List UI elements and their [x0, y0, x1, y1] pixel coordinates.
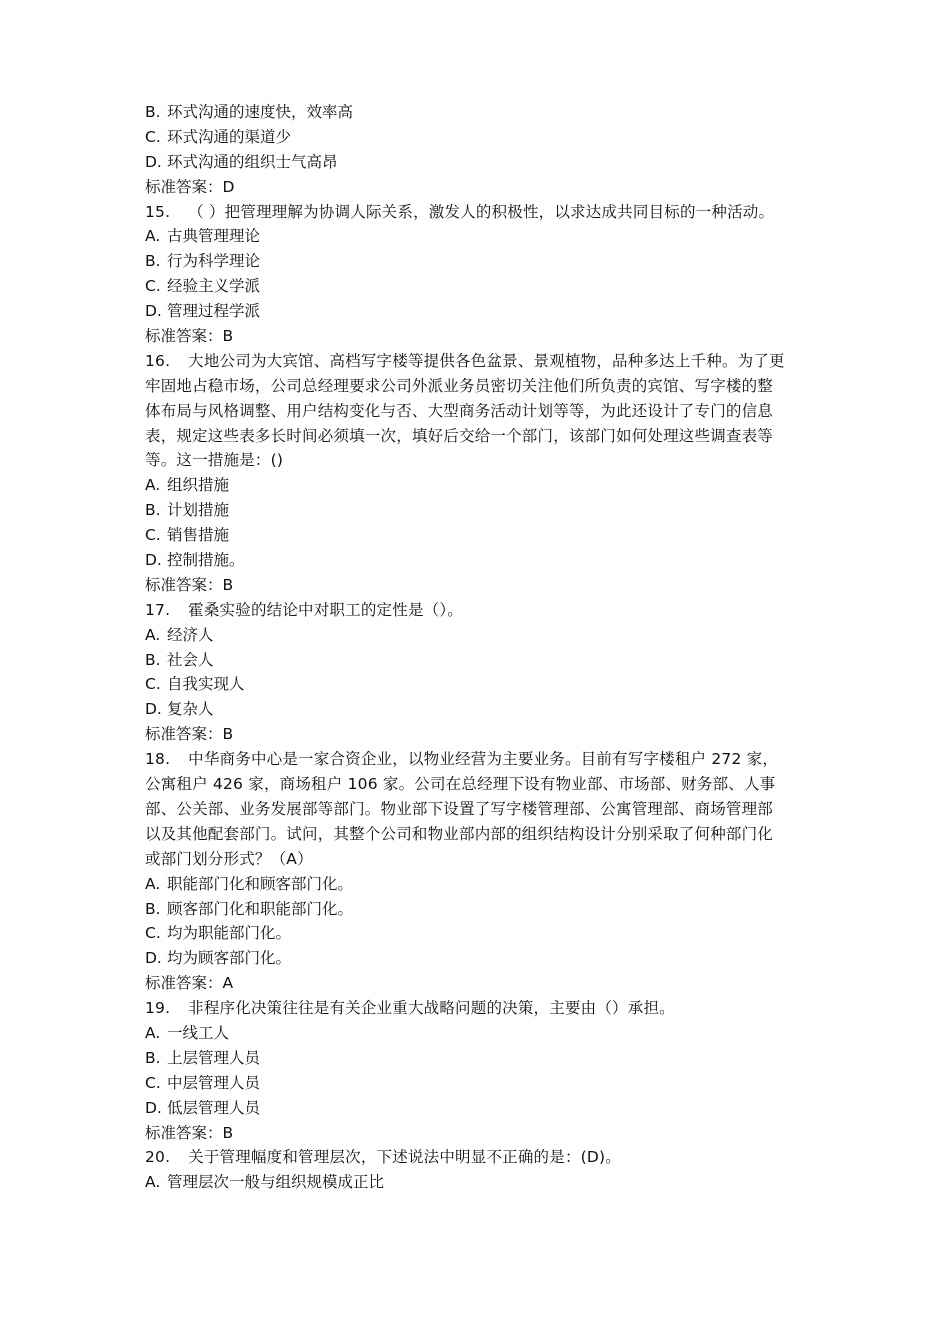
answer-option: [145, 523, 825, 548]
question-block: [145, 747, 825, 996]
question-stem-line: [145, 996, 825, 1021]
option-letter: B.: [145, 103, 161, 121]
option-letter: C.: [145, 1073, 161, 1092]
option-text: 社会人: [167, 650, 214, 669]
question-stem-line: [145, 200, 825, 225]
question-stem-line: [145, 424, 825, 449]
document-page: [145, 100, 825, 1195]
answer-option: [145, 274, 825, 299]
option-text: 上层管理人员: [167, 1048, 261, 1067]
option-letter: B.: [145, 650, 161, 669]
question-stem-text: 霍桑实验的结论中对职工的定性是（）。: [188, 600, 463, 619]
answer-option: [145, 150, 825, 175]
question-stem-text: 部、公关部、业务发展部等部门。物业部下设置了写字楼管理部、公寓管理部、商场管理部: [145, 799, 774, 818]
answer-option: [145, 498, 825, 523]
answer-option: [145, 1046, 825, 1071]
option-text: 经验主义学派: [167, 277, 261, 296]
option-text: 销售措施: [167, 526, 230, 545]
option-text: 均为职能部门化。: [167, 924, 292, 943]
answer-option: [145, 648, 825, 673]
standard-answer: 标准答案：A: [145, 974, 234, 993]
option-letter: C.: [145, 526, 161, 545]
option-letter: C.: [145, 127, 161, 146]
option-text: 自我实现人: [167, 675, 245, 694]
question-number: 15.: [145, 202, 171, 221]
answer-option: [145, 473, 825, 498]
question-stem-line: [145, 399, 825, 424]
question-stem-text: 牢固地占稳市场，公司总经理要求公司外派业务员密切关注他们所负责的宾馆、写字楼的整: [145, 376, 774, 395]
answer-option: [145, 100, 825, 125]
answer-option: [145, 623, 825, 648]
option-letter: D.: [145, 1098, 162, 1117]
option-text: 顾客部门化和职能部门化。: [167, 899, 354, 918]
option-text: 控制措施。: [167, 551, 245, 570]
answer-option: [145, 224, 825, 249]
answer-option: [145, 1170, 825, 1195]
question-stem-text: （ ）把管理理解为协调人际关系，激发人的积极性，以求达成共同目标的一种活动。: [188, 202, 775, 221]
question-stem-line: [145, 797, 825, 822]
question-stem-text: 表，规定这些表多长时间必须填一次，填好后交给一个部门，该部门如何处理这些调查表等: [145, 426, 774, 445]
question-number: 16.: [145, 351, 171, 370]
option-text: 环式沟通的渠道少: [167, 127, 292, 146]
answer-option: [145, 125, 825, 150]
question-stem-text: 非程序化决策往往是有关企业重大战略问题的决策，主要由（）承担。: [188, 999, 675, 1018]
answer-option: [145, 1096, 825, 1121]
question-number: 19.: [145, 999, 171, 1018]
answer-option: [145, 299, 825, 324]
option-letter: A.: [145, 227, 161, 246]
answer-option: [145, 921, 825, 946]
question-number: 20.: [145, 1148, 171, 1167]
option-text: 中层管理人员: [167, 1073, 261, 1092]
answer-option: [145, 897, 825, 922]
option-letter: B.: [145, 1048, 161, 1067]
answer-option: [145, 697, 825, 722]
question-stem-line: [145, 349, 825, 374]
question-stem-line: [145, 374, 825, 399]
standard-answer: 标准答案：B: [145, 575, 234, 594]
option-letter: B.: [145, 501, 161, 520]
option-letter: C.: [145, 924, 161, 943]
option-text: 古典管理理论: [167, 227, 261, 246]
option-letter: A.: [145, 625, 161, 644]
question-stem-text: 公寓租户 426 家，商场租户 106 家。公司在总经理下设有物业部、市场部、财务部、人事: [145, 775, 776, 794]
question-block: [145, 349, 825, 598]
standard-answer: 标准答案：B: [145, 725, 234, 744]
option-text: 复杂人: [167, 700, 214, 719]
question-stem-line: [145, 448, 825, 473]
option-letter: C.: [145, 675, 161, 694]
question-stem-text: 体布局与风格调整、用户结构变化与否、大型商务活动计划等等，为此还设计了专门的信息: [145, 401, 774, 420]
option-letter: D.: [145, 302, 162, 321]
question-stem-line: [145, 847, 825, 872]
option-text: 低层管理人员: [167, 1098, 261, 1117]
question-stem-text: 以及其他配套部门。试问，其整个公司和物业部内部的组织结构设计分别采取了何种部门化: [145, 824, 774, 843]
option-text: 环式沟通的速度快，效率高: [167, 103, 354, 121]
question-block: [145, 1145, 825, 1195]
question-block: [145, 100, 825, 200]
answer-option: [145, 1021, 825, 1046]
option-text: 管理层次一般与组织规模成正比: [167, 1173, 385, 1192]
question-stem-line: [145, 772, 825, 797]
question-block: [145, 200, 825, 349]
question-block: [145, 598, 825, 747]
answer-option: [145, 1071, 825, 1096]
question-stem-line: [145, 822, 825, 847]
option-letter: B.: [145, 899, 161, 918]
option-letter: A.: [145, 874, 161, 893]
option-text: 管理过程学派: [167, 302, 261, 321]
question-stem-text: 或部门划分形式？（A）: [145, 849, 313, 868]
option-letter: B.: [145, 252, 161, 271]
option-text: 行为科学理论: [167, 252, 261, 271]
question-stem-text: 等。这一措施是：(): [145, 451, 284, 470]
question-block: [145, 996, 825, 1145]
answer-option: [145, 946, 825, 971]
question-stem-text: 关于管理幅度和管理层次，下述说法中明显不正确的是：(D)。: [188, 1148, 621, 1167]
question-stem-line: [145, 598, 825, 623]
option-text: 环式沟通的组织士气高昂: [167, 152, 338, 171]
standard-answer: 标准答案：B: [145, 327, 234, 346]
question-stem-text: 大地公司为大宾馆、高档写字楼等提供各色盆景、景观植物，品种多达上千种。为了更: [188, 351, 785, 370]
option-text: 均为顾客部门化。: [167, 949, 292, 968]
option-letter: D.: [145, 700, 162, 719]
option-text: 计划措施: [167, 501, 230, 520]
standard-answer: 标准答案：D: [145, 177, 235, 196]
option-text: 组织措施: [167, 476, 230, 495]
question-number: 18.: [145, 750, 171, 769]
option-letter: D.: [145, 551, 162, 570]
standard-answer: 标准答案：B: [145, 1123, 234, 1142]
option-text: 一线工人: [167, 1023, 230, 1042]
answer-option: [145, 872, 825, 897]
question-stem-line: [145, 1145, 825, 1170]
option-letter: A.: [145, 1173, 161, 1192]
answer-option: [145, 672, 825, 697]
option-text: 职能部门化和顾客部门化。: [167, 874, 354, 893]
answer-option: [145, 548, 825, 573]
option-text: 经济人: [167, 625, 214, 644]
option-letter: A.: [145, 1023, 161, 1042]
option-letter: D.: [145, 949, 162, 968]
answer-option: [145, 249, 825, 274]
question-number: 17.: [145, 600, 171, 619]
question-stem-text: 中华商务中心是一家合资企业，以物业经营为主要业务。目前有写字楼租户 272 家，: [188, 750, 779, 769]
option-letter: D.: [145, 152, 162, 171]
question-stem-line: [145, 747, 825, 772]
option-letter: C.: [145, 277, 161, 296]
option-letter: A.: [145, 476, 161, 495]
